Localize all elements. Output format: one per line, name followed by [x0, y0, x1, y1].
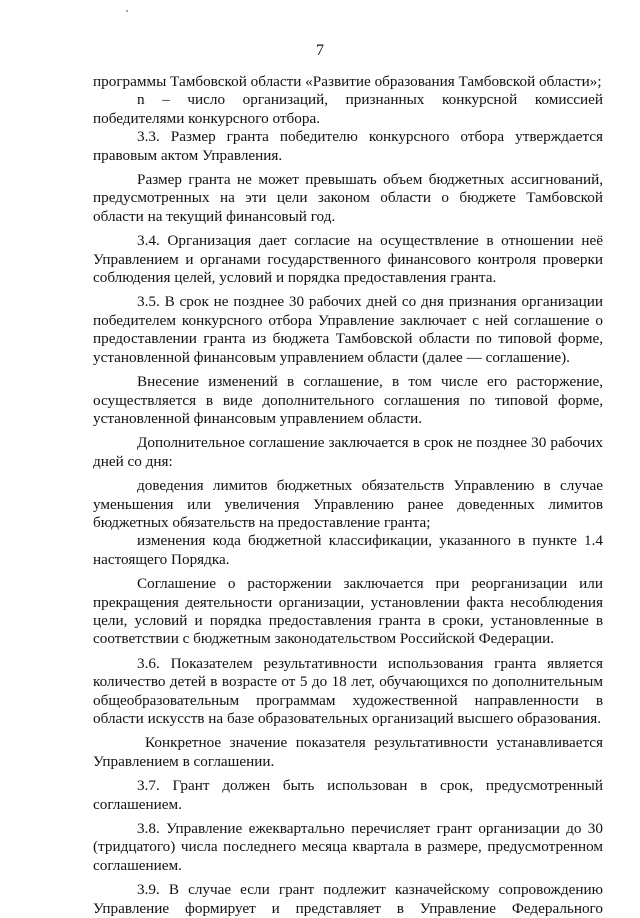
paragraph-grant-limit: Размер гранта не может превышать объем бюджетных ассигнований, предусмотренных на эти цели законом области о бюджете Тамбовской области на текущий финансовый год. — [93, 171, 603, 225]
paragraph-n-definition: n – число организаций, признанных конкурсной комиссией победителями конкурсного отбора. — [93, 91, 603, 127]
paragraph-3-9: 3.9. В случае если грант подлежит казначейскому сопровождению Управление формирует и представляет в Управление Федерального — [93, 881, 603, 917]
page-number: 7 — [316, 42, 324, 59]
paragraph-3-6: 3.6. Показателем результативности использования гранта является количество детей в возрасте от 5 до 18 лет, обучающихся по дополнительным общеобразовательным программам художественной направленности в области искусств на базе образовательных организаций высшего образования. — [93, 654, 603, 727]
paragraph-3-7: 3.7. Грант должен быть использован в срок, предусмотренный соглашением. — [93, 777, 603, 813]
scan-speck — [126, 10, 128, 12]
paragraph-3-8: 3.8. Управление ежеквартально перечисляет грант организации до 30 (тридцатого) числа последнего месяца квартала в размере, предусмотренном соглашением. — [93, 820, 603, 874]
paragraph-indicator-value: Конкретное значение показателя результативности устанавливается Управлением в соглашении. — [93, 734, 603, 770]
paragraph-program-continuation: программы Тамбовской области «Развитие образования Тамбовской области»; — [93, 73, 602, 90]
document-body — [93, 73, 603, 918]
paragraph-3-3: 3.3. Размер гранта победителю конкурсного отбора утверждается правовым актом Управления. — [93, 128, 603, 164]
list-item-classification-code: изменения кода бюджетной классификации, указанного в пункте 1.4 настоящего Порядка. — [93, 532, 603, 568]
paragraph-amendments: Внесение изменений в соглашение, в том числе его расторжение, осуществляется в виде дополнительного соглашения по типовой форме, установленной финансовым управлением области. — [93, 373, 603, 427]
paragraph-3-5: 3.5. В срок не позднее 30 рабочих дней со дня признания организации победителем конкурсного отбора Управление заключает с ней соглашение о предоставлении гранта из бюджета Тамбовской области по типовой форме, установленной финансовым управлением области (далее — соглашение). — [93, 293, 603, 366]
paragraph-termination: Соглашение о расторжении заключается при реорганизации или прекращения деятельности организации, установлении факта несоблюдения цели, условий и порядка предоставления гранта в сроки, установленные в соответствии с бюджетным законодательством Российской Федерации. — [93, 575, 603, 648]
list-item-limits: доведения лимитов бюджетных обязательств Управлению в случае уменьшения или увеличения Управлению ранее доведенных лимитов бюджетных обязательств на предоставление гранта; — [93, 477, 603, 531]
paragraph-additional-agreement: Дополнительное соглашение заключается в срок не позднее 30 рабочих дней со дня: — [93, 434, 603, 470]
paragraph-3-4: 3.4. Организация дает согласие на осуществление в отношении неё Управлением и органами государственного финансового контроля проверки соблюдения целей, условий и порядка предоставления гранта. — [93, 232, 603, 287]
